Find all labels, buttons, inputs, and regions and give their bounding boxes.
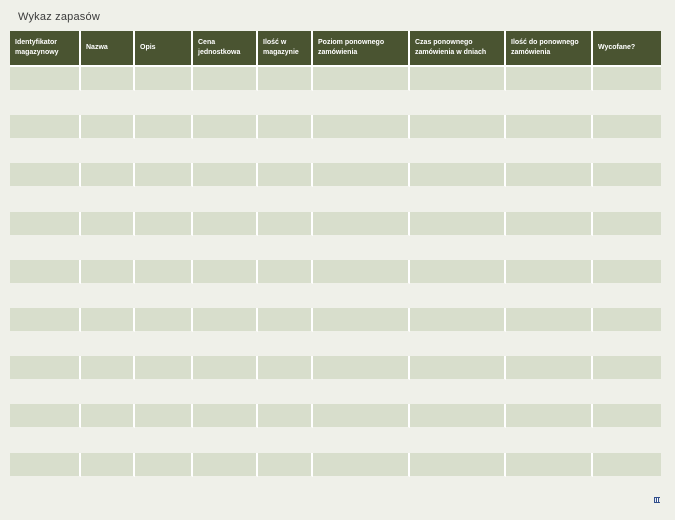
- table-cell[interactable]: [313, 404, 410, 428]
- table-cell[interactable]: [81, 187, 135, 211]
- table-cell[interactable]: [258, 308, 313, 332]
- table-cell[interactable]: [410, 187, 506, 211]
- table-cell[interactable]: [593, 163, 661, 187]
- table-cell[interactable]: [135, 115, 193, 139]
- table-cell[interactable]: [193, 115, 258, 139]
- table-cell[interactable]: [506, 187, 593, 211]
- table-row: [10, 91, 661, 115]
- table-cell[interactable]: [593, 284, 661, 308]
- table-cell[interactable]: [10, 428, 81, 452]
- table-cell[interactable]: [10, 212, 81, 236]
- table-cell[interactable]: [10, 91, 81, 115]
- page-title: Wykaz zapasów: [18, 11, 100, 23]
- table-cell[interactable]: [135, 332, 193, 356]
- table-cell[interactable]: [258, 67, 313, 91]
- table-row: [10, 139, 661, 163]
- table-cell[interactable]: [193, 404, 258, 428]
- table-cell[interactable]: [313, 67, 410, 91]
- table-cell[interactable]: [506, 380, 593, 404]
- table-cell[interactable]: [10, 67, 81, 91]
- table-cell[interactable]: [81, 236, 135, 260]
- table-cell[interactable]: [410, 453, 506, 477]
- table-cell[interactable]: [410, 284, 506, 308]
- table-cell[interactable]: [258, 236, 313, 260]
- table-cell[interactable]: [193, 212, 258, 236]
- table-cell[interactable]: [10, 332, 81, 356]
- table-cell[interactable]: [193, 284, 258, 308]
- table-cell[interactable]: [10, 236, 81, 260]
- table-cell[interactable]: [193, 163, 258, 187]
- table-cell[interactable]: [10, 260, 81, 284]
- table-cell[interactable]: [313, 308, 410, 332]
- table-cell[interactable]: [10, 356, 81, 380]
- table-cell[interactable]: [258, 356, 313, 380]
- table-cell[interactable]: [135, 212, 193, 236]
- column-header-6[interactable]: Poziom ponownego zamówienia: [313, 31, 410, 65]
- table-cell[interactable]: [135, 380, 193, 404]
- table-cell[interactable]: [81, 453, 135, 477]
- table-cell[interactable]: [258, 163, 313, 187]
- table-cell[interactable]: [593, 212, 661, 236]
- table-cell[interactable]: [193, 187, 258, 211]
- table-row: [10, 332, 661, 356]
- table-cell[interactable]: [258, 260, 313, 284]
- table-cell[interactable]: [506, 67, 593, 91]
- table-row: [10, 260, 661, 284]
- table-row: [10, 380, 661, 404]
- table-cell[interactable]: [193, 380, 258, 404]
- table-row: [10, 453, 661, 477]
- table-cell[interactable]: [410, 212, 506, 236]
- table-cell[interactable]: [593, 404, 661, 428]
- table-cell[interactable]: [193, 308, 258, 332]
- table-cell[interactable]: [410, 115, 506, 139]
- table-cell[interactable]: [506, 91, 593, 115]
- table-cell[interactable]: [135, 308, 193, 332]
- table-row: [10, 308, 661, 332]
- table-cell[interactable]: [313, 284, 410, 308]
- table-cell[interactable]: [313, 212, 410, 236]
- table-cell[interactable]: [81, 284, 135, 308]
- table-cell[interactable]: [193, 139, 258, 163]
- table-cell[interactable]: [410, 356, 506, 380]
- table-row: [10, 428, 661, 452]
- table-cell[interactable]: [193, 453, 258, 477]
- inventory-table: [10, 31, 661, 477]
- table-cell[interactable]: [593, 115, 661, 139]
- table-cell[interactable]: [81, 67, 135, 91]
- table-cell[interactable]: [313, 428, 410, 452]
- table-cell[interactable]: [10, 380, 81, 404]
- table-cell[interactable]: [313, 332, 410, 356]
- table-cell[interactable]: [506, 236, 593, 260]
- table-cell[interactable]: [135, 236, 193, 260]
- table-row: [10, 187, 661, 211]
- table-cell[interactable]: [10, 115, 81, 139]
- table-row: [10, 115, 661, 139]
- table-cell[interactable]: [593, 356, 661, 380]
- table-cell[interactable]: [135, 453, 193, 477]
- table-row: [10, 67, 661, 91]
- table-cell[interactable]: [313, 380, 410, 404]
- table-cell[interactable]: [258, 380, 313, 404]
- table-cell[interactable]: [593, 332, 661, 356]
- table-cell[interactable]: [313, 356, 410, 380]
- table-row: [10, 404, 661, 428]
- table-cell[interactable]: [506, 115, 593, 139]
- table-cell[interactable]: [258, 115, 313, 139]
- table-cell[interactable]: [593, 139, 661, 163]
- table-cell[interactable]: [593, 453, 661, 477]
- table-cell[interactable]: [81, 260, 135, 284]
- table-cell[interactable]: [313, 187, 410, 211]
- column-header-3[interactable]: Opis: [135, 31, 193, 65]
- table-cell[interactable]: [410, 91, 506, 115]
- table-cell[interactable]: [10, 187, 81, 211]
- table-cell[interactable]: [506, 260, 593, 284]
- table-row: [10, 284, 661, 308]
- table-cell[interactable]: [593, 260, 661, 284]
- table-cell[interactable]: [593, 91, 661, 115]
- column-header-5[interactable]: Ilość w magazynie: [258, 31, 313, 65]
- table-cell[interactable]: [258, 453, 313, 477]
- table-row: [10, 356, 661, 380]
- table-cell[interactable]: [410, 308, 506, 332]
- table-cell[interactable]: [506, 163, 593, 187]
- table-cell[interactable]: [506, 453, 593, 477]
- table-cell[interactable]: [10, 308, 81, 332]
- table-row: [10, 236, 661, 260]
- table-cell[interactable]: [410, 67, 506, 91]
- table-cell[interactable]: [81, 380, 135, 404]
- table-cell[interactable]: [593, 308, 661, 332]
- table-cell[interactable]: [313, 453, 410, 477]
- table-cell[interactable]: [410, 139, 506, 163]
- table-cell[interactable]: [506, 404, 593, 428]
- column-header-7[interactable]: Czas ponownego zamówienia w dniach: [410, 31, 506, 65]
- table-body: [10, 67, 661, 477]
- table-cell[interactable]: [135, 187, 193, 211]
- table-cell[interactable]: [193, 332, 258, 356]
- table-cell[interactable]: [135, 163, 193, 187]
- table-cell[interactable]: [10, 163, 81, 187]
- table-cell[interactable]: [506, 332, 593, 356]
- table-cell[interactable]: [258, 139, 313, 163]
- table-cell[interactable]: [135, 284, 193, 308]
- table-cell[interactable]: [410, 332, 506, 356]
- table-cell[interactable]: [193, 67, 258, 91]
- table-cell[interactable]: [193, 428, 258, 452]
- table-cell[interactable]: [135, 91, 193, 115]
- table-cell[interactable]: [81, 308, 135, 332]
- table-cell[interactable]: [593, 187, 661, 211]
- table-cell[interactable]: [593, 67, 661, 91]
- table-row: [10, 212, 661, 236]
- table-cell[interactable]: [258, 284, 313, 308]
- table-cell[interactable]: [81, 91, 135, 115]
- table-cell[interactable]: [313, 91, 410, 115]
- column-header-9[interactable]: Wycofane?: [593, 31, 661, 65]
- table-cell[interactable]: [258, 187, 313, 211]
- table-cell[interactable]: [135, 356, 193, 380]
- table-cell[interactable]: [506, 356, 593, 380]
- table-cell[interactable]: [81, 115, 135, 139]
- column-header-1[interactable]: Identyfikator magazynowy: [10, 31, 81, 65]
- table-cell[interactable]: [313, 260, 410, 284]
- column-header-4[interactable]: Cena jednostkowa: [193, 31, 258, 65]
- table-cell[interactable]: [135, 139, 193, 163]
- table-cell[interactable]: [410, 380, 506, 404]
- table-cell[interactable]: [81, 212, 135, 236]
- table-cell[interactable]: [258, 428, 313, 452]
- table-cell[interactable]: [81, 428, 135, 452]
- table-cell[interactable]: [313, 139, 410, 163]
- table-cell[interactable]: [135, 67, 193, 91]
- table-cell[interactable]: [593, 428, 661, 452]
- table-resize-handle-icon[interactable]: [654, 497, 660, 503]
- table-cell[interactable]: [81, 404, 135, 428]
- table-cell[interactable]: [193, 356, 258, 380]
- column-header-2[interactable]: Nazwa: [81, 31, 135, 65]
- table-cell[interactable]: [506, 212, 593, 236]
- table-cell[interactable]: [135, 404, 193, 428]
- table-cell[interactable]: [506, 139, 593, 163]
- table-cell[interactable]: [81, 356, 135, 380]
- table-cell[interactable]: [313, 115, 410, 139]
- table-cell[interactable]: [135, 260, 193, 284]
- table-cell[interactable]: [410, 260, 506, 284]
- table-cell[interactable]: [10, 404, 81, 428]
- table-cell[interactable]: [193, 91, 258, 115]
- table-cell[interactable]: [10, 139, 81, 163]
- table-cell[interactable]: [258, 332, 313, 356]
- table-cell[interactable]: [135, 428, 193, 452]
- table-cell[interactable]: [410, 404, 506, 428]
- table-cell[interactable]: [81, 139, 135, 163]
- table-cell[interactable]: [193, 236, 258, 260]
- table-cell[interactable]: [258, 404, 313, 428]
- table-cell[interactable]: [10, 284, 81, 308]
- table-cell[interactable]: [593, 236, 661, 260]
- table-cell[interactable]: [258, 91, 313, 115]
- table-cell[interactable]: [593, 380, 661, 404]
- column-header-8[interactable]: Ilość do ponownego zamówienia: [506, 31, 593, 65]
- table-cell[interactable]: [506, 308, 593, 332]
- table-cell[interactable]: [313, 163, 410, 187]
- table-cell[interactable]: [506, 428, 593, 452]
- table-row: [10, 163, 661, 187]
- table-cell[interactable]: [506, 284, 593, 308]
- table-cell[interactable]: [81, 163, 135, 187]
- table-cell[interactable]: [81, 332, 135, 356]
- table-cell[interactable]: [193, 260, 258, 284]
- table-cell[interactable]: [410, 236, 506, 260]
- table-cell[interactable]: [410, 428, 506, 452]
- table-cell[interactable]: [410, 163, 506, 187]
- table-cell[interactable]: [10, 453, 81, 477]
- table-cell[interactable]: [258, 212, 313, 236]
- table-header-row: [10, 31, 661, 67]
- table-cell[interactable]: [313, 236, 410, 260]
